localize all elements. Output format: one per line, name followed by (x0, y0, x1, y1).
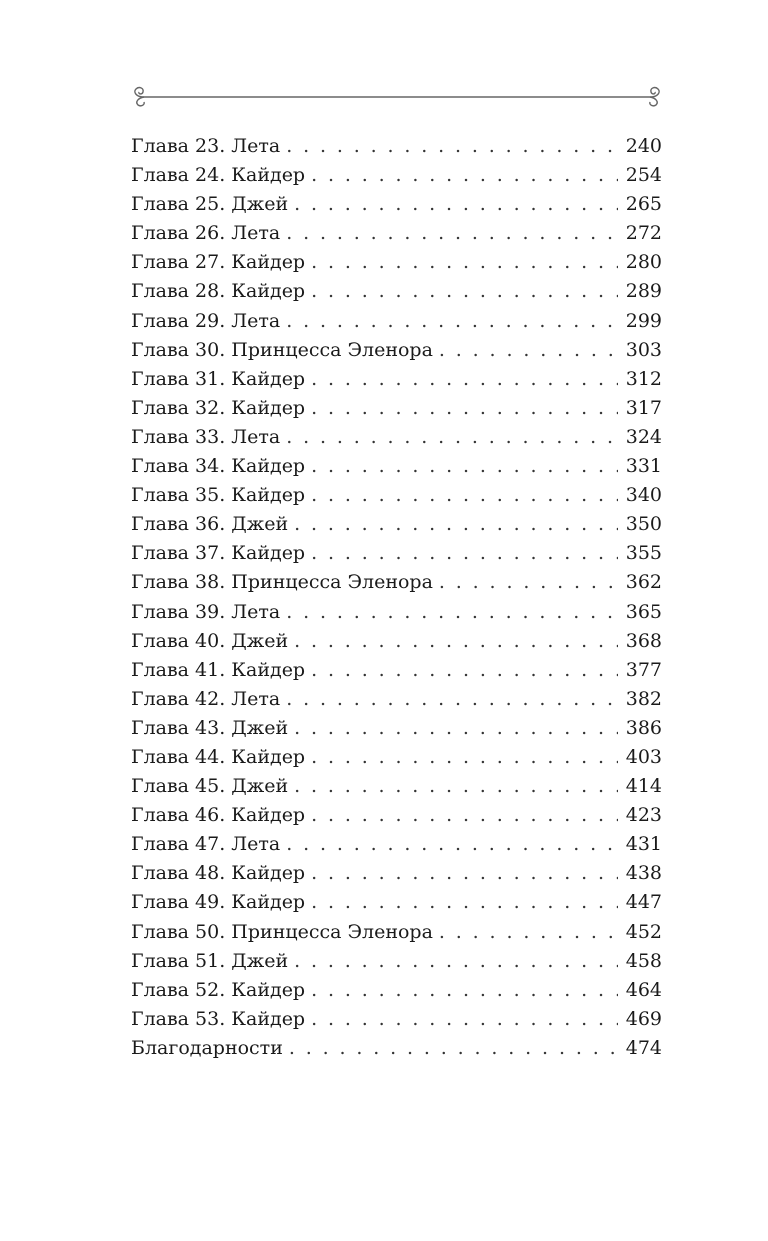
toc-entry (131, 918, 662, 947)
toc-entry-page: 331 (625, 455, 662, 478)
toc-entry (131, 947, 662, 976)
dot-leader (439, 918, 618, 947)
dot-leader (311, 248, 618, 277)
toc-entry-page: 324 (625, 425, 662, 448)
toc-entry-title: Глава 31. Кайдер (131, 367, 306, 390)
toc-entry-title: Глава 25. Джей (131, 193, 289, 216)
toc-entry-title: Глава 43. Джей (131, 716, 289, 739)
toc-entry-title: Глава 51. Джей (131, 949, 289, 972)
dot-leader (311, 888, 618, 917)
toc-entry (131, 859, 662, 888)
toc-entry-page: 452 (625, 920, 662, 943)
toc-entry (131, 801, 662, 830)
toc-entry (131, 452, 662, 481)
toc-entry-page: 362 (625, 571, 662, 594)
scroll-curl-icon (135, 88, 144, 106)
decorative-rule (128, 84, 666, 110)
toc-entry-page: 355 (625, 542, 662, 565)
toc-entry (131, 1005, 662, 1034)
toc-entry-page: 474 (625, 1036, 662, 1059)
toc-entry-title: Глава 35. Кайдер (131, 484, 306, 507)
toc-entry-title: Глава 48. Кайдер (131, 862, 306, 885)
toc-entry-page: 414 (625, 775, 662, 798)
toc-entry-title: Глава 29. Лета (131, 309, 281, 332)
dot-leader (311, 743, 618, 772)
dot-leader (286, 423, 617, 452)
toc-entry-title: Глава 27. Кайдер (131, 251, 306, 274)
toc-entry-page: 272 (625, 222, 662, 245)
toc-entry (131, 307, 662, 336)
toc-entry (131, 394, 662, 423)
toc-entry (131, 656, 662, 685)
toc-entry-title: Глава 30. Принцесса Эленора (131, 338, 433, 361)
toc-entry-page: 289 (625, 280, 662, 303)
dot-leader (294, 190, 618, 219)
toc-entry-page: 464 (625, 978, 662, 1001)
toc-entry-page: 423 (625, 804, 662, 827)
toc-entry (131, 481, 662, 510)
toc-entry-page: 280 (625, 251, 662, 274)
toc-entry-title: Глава 49. Кайдер (131, 891, 306, 914)
dot-leader (311, 161, 618, 190)
toc-entry-page: 377 (625, 658, 662, 681)
toc-entry (131, 627, 662, 656)
toc-entry (131, 423, 662, 452)
toc-entry-title: Глава 53. Кайдер (131, 1007, 306, 1030)
toc-entry (131, 132, 662, 161)
toc-entry (131, 219, 662, 248)
toc-entry (131, 336, 662, 365)
dot-leader (286, 830, 617, 859)
toc-entry-title: Глава 24. Кайдер (131, 164, 306, 187)
toc-entry-page: 386 (625, 716, 662, 739)
toc-entry-title: Глава 26. Лета (131, 222, 281, 245)
toc-entry-page: 317 (625, 396, 662, 419)
dot-leader (311, 452, 618, 481)
toc-entry (131, 685, 662, 714)
toc-entry-page: 350 (625, 513, 662, 536)
toc-entry (131, 976, 662, 1005)
toc-entry-page: 254 (625, 164, 662, 187)
toc-entry-title: Глава 46. Кайдер (131, 804, 306, 827)
dot-leader (311, 976, 618, 1005)
dot-leader (294, 772, 618, 801)
toc-entry-page: 458 (625, 949, 662, 972)
toc-entry-page: 469 (625, 1007, 662, 1030)
toc-entry-page: 431 (625, 833, 662, 856)
dot-leader (311, 859, 618, 888)
dot-leader (294, 947, 618, 976)
toc-entry (131, 743, 662, 772)
toc-entry (131, 539, 662, 568)
dot-leader (289, 1034, 618, 1063)
dot-leader (294, 627, 618, 656)
toc-entry-title: Глава 42. Лета (131, 687, 281, 710)
dot-leader (311, 539, 618, 568)
toc-entry-title: Глава 37. Кайдер (131, 542, 306, 565)
dot-leader (286, 685, 617, 714)
dot-leader (311, 481, 618, 510)
toc-entry-page: 382 (625, 687, 662, 710)
dot-leader (286, 598, 617, 627)
toc-entry (131, 190, 662, 219)
toc-entry (131, 830, 662, 859)
toc-entry-page: 365 (625, 600, 662, 623)
toc-entry-title: Благодарности (131, 1036, 283, 1059)
toc-entry-title: Глава 40. Джей (131, 629, 289, 652)
toc-entry-page: 299 (625, 309, 662, 332)
toc-entry-title: Глава 39. Лета (131, 600, 281, 623)
toc-entry-page: 312 (625, 367, 662, 390)
toc-entry-title: Глава 38. Принцесса Эленора (131, 571, 433, 594)
dot-leader (439, 568, 618, 597)
dot-leader (286, 132, 617, 161)
toc-entry (131, 248, 662, 277)
toc-entry-page: 265 (625, 193, 662, 216)
dot-leader (286, 307, 617, 336)
dot-leader (439, 336, 618, 365)
toc-entry (131, 888, 662, 917)
toc-entry-title: Глава 47. Лета (131, 833, 281, 856)
toc-entry (131, 772, 662, 801)
toc-entry-page: 403 (625, 745, 662, 768)
toc-entry (131, 1034, 662, 1063)
toc-entry (131, 365, 662, 394)
toc-entry-title: Глава 33. Лета (131, 425, 281, 448)
dot-leader (311, 656, 618, 685)
toc-entry-page: 368 (625, 629, 662, 652)
dot-leader (294, 714, 618, 743)
toc-entry-page: 303 (625, 338, 662, 361)
dot-leader (311, 801, 618, 830)
toc-entry (131, 714, 662, 743)
toc-entry-title: Глава 34. Кайдер (131, 455, 306, 478)
toc-entry (131, 598, 662, 627)
toc-entry (131, 510, 662, 539)
toc-entry-page: 240 (625, 135, 662, 157)
toc-entry-title: Глава 32. Кайдер (131, 396, 306, 419)
toc-entry-page: 438 (625, 862, 662, 885)
toc-entry-title: Глава 36. Джей (131, 513, 289, 536)
toc-entry-title: Глава 44. Кайдер (131, 745, 306, 768)
dot-leader (311, 277, 618, 306)
toc-entry-title: Глава 28. Кайдер (131, 280, 306, 303)
toc-entry-title: Глава 45. Джей (131, 775, 289, 798)
toc-entry-page: 340 (625, 484, 662, 507)
table-of-contents (131, 132, 662, 1063)
toc-entry-title: Глава 41. Кайдер (131, 658, 306, 681)
dot-leader (286, 219, 617, 248)
dot-leader (311, 1005, 618, 1034)
toc-entry (131, 161, 662, 190)
scroll-curl-icon (650, 88, 659, 106)
toc-entry-title: Глава 50. Принцесса Эленора (131, 920, 433, 943)
toc-entry (131, 568, 662, 597)
dot-leader (311, 365, 618, 394)
toc-entry (131, 277, 662, 306)
dot-leader (311, 394, 618, 423)
toc-entry-page: 447 (625, 891, 662, 914)
toc-entry-title: Глава 52. Кайдер (131, 978, 306, 1001)
toc-entry-title: Глава 23. Лета (131, 135, 281, 157)
dot-leader (294, 510, 618, 539)
